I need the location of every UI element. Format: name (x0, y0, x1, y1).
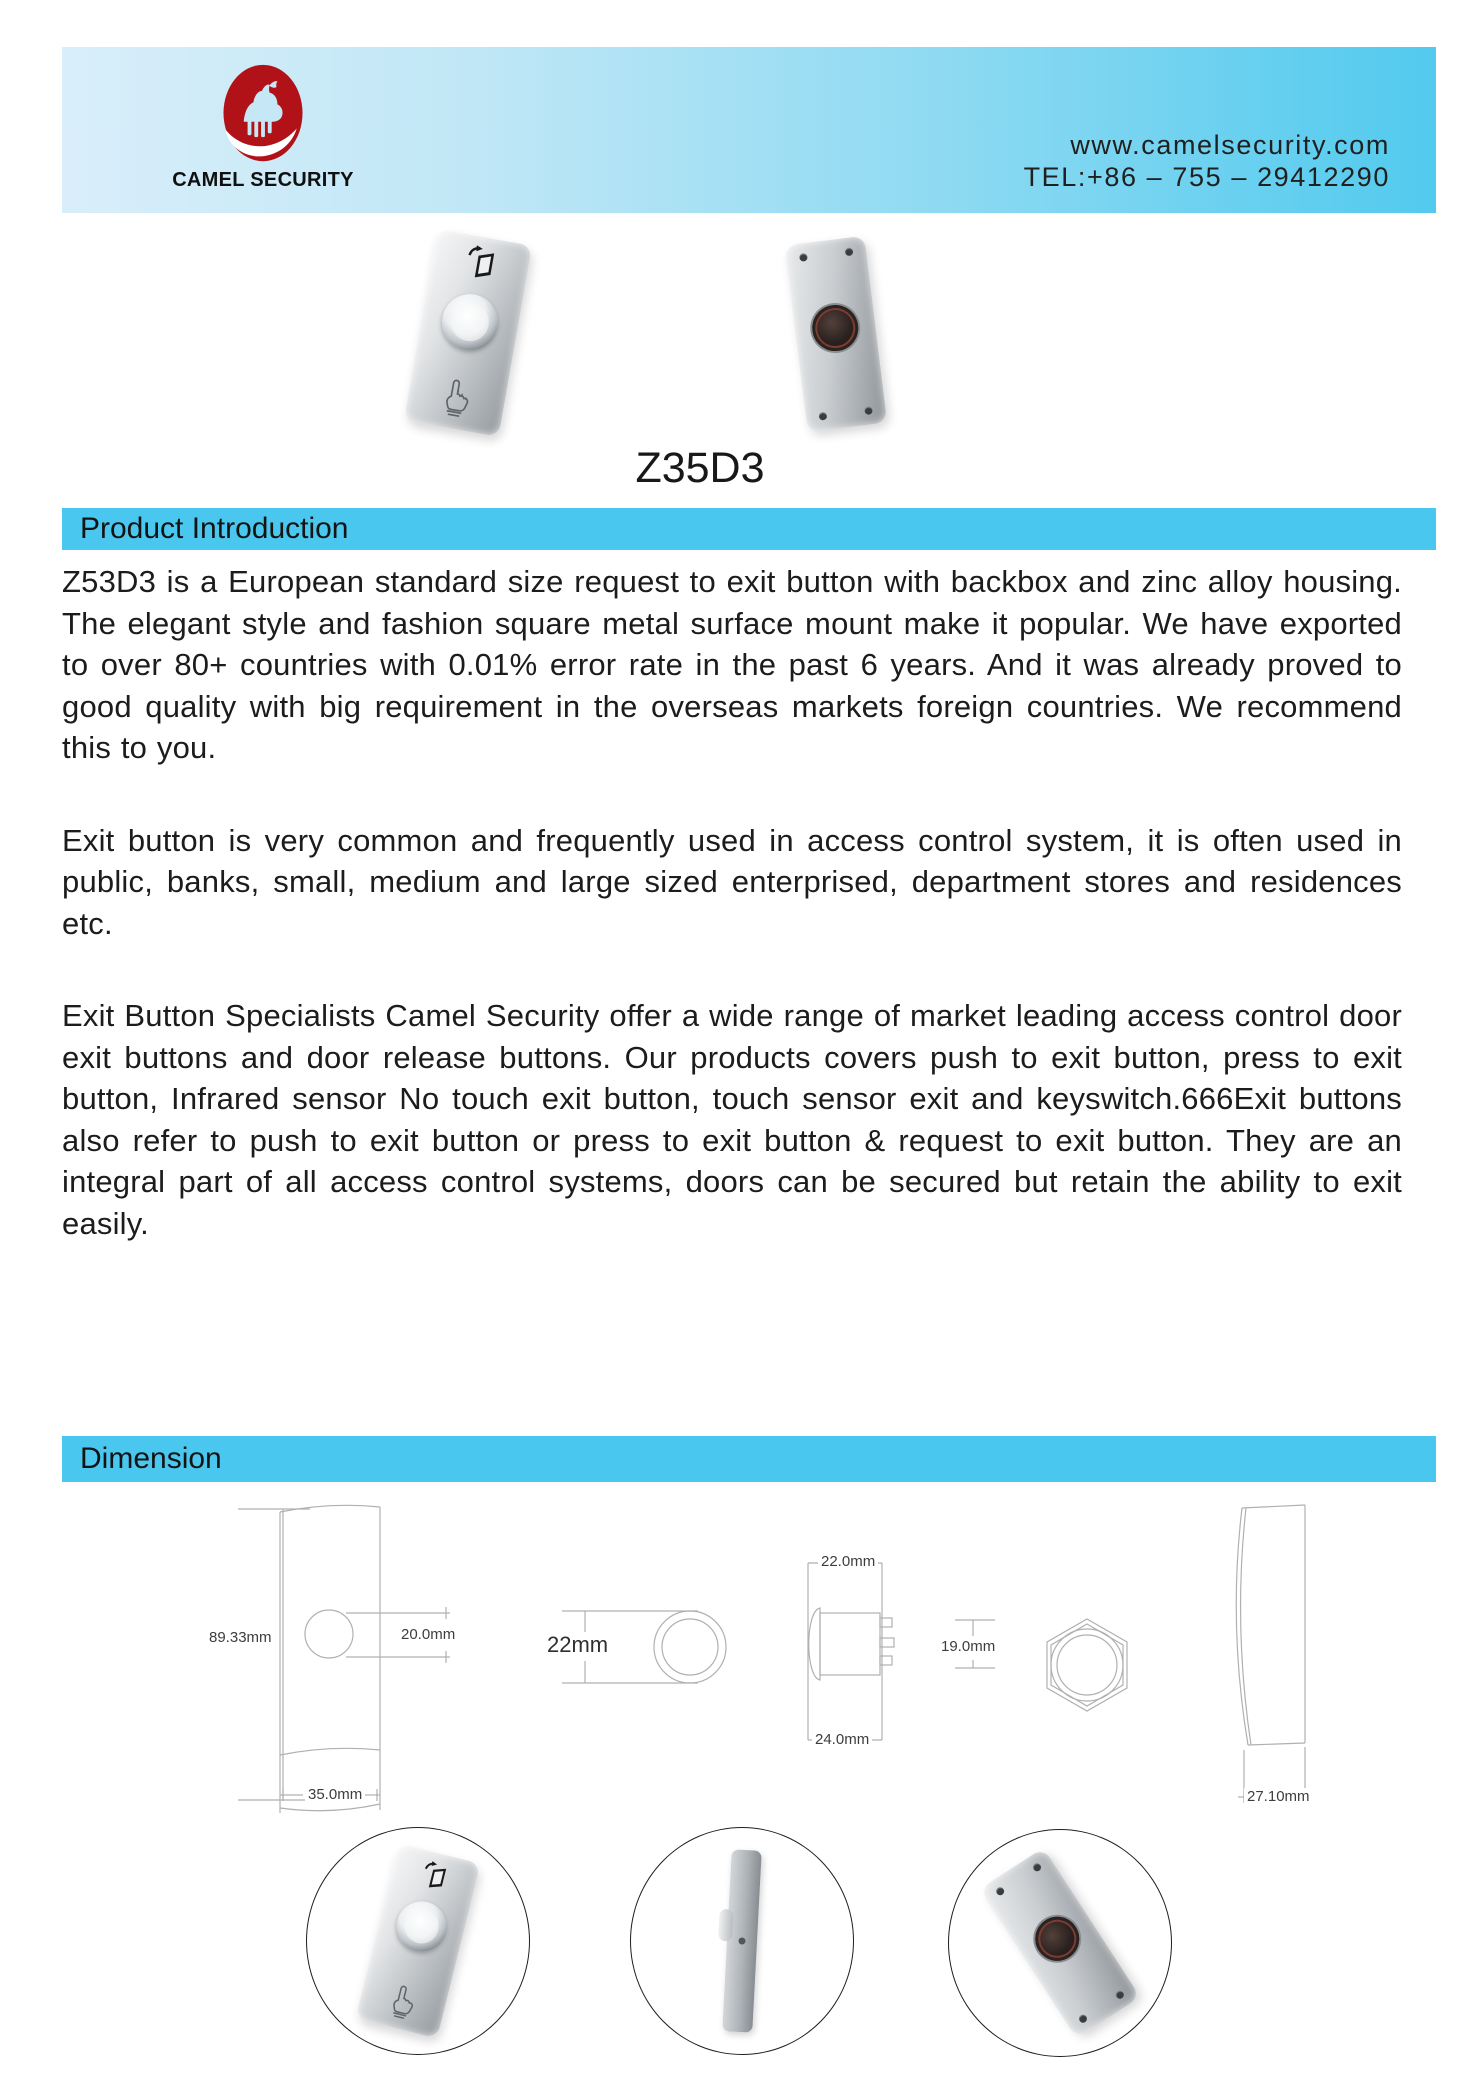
dim-label-button-hole-diameter: 20.0mm (398, 1626, 458, 1643)
screw-hole (1077, 2013, 1088, 2024)
dim-label-barrel-height: 19.0mm (938, 1638, 998, 1655)
exit-button-front-face (404, 229, 532, 437)
screw-hole (845, 247, 854, 256)
push-button-side (718, 1909, 734, 1942)
door-exit-icon (460, 243, 501, 283)
product-photo-ellipse-front (306, 1827, 530, 2055)
dim-label-front-height: 89.33mm (206, 1629, 275, 1646)
dim-label-front-width: 35.0mm (305, 1786, 365, 1803)
product-model-title: Z35D3 (635, 444, 765, 492)
section-header-introduction (62, 508, 1436, 550)
exit-button-back-view (980, 1848, 1141, 2039)
product-photo-back (785, 236, 887, 432)
product-photo-front (404, 229, 532, 437)
hand-press-icon (436, 374, 476, 419)
header-band (62, 47, 1436, 213)
exit-button-side-view (722, 1849, 761, 2032)
section-header-dimension (62, 1436, 1436, 1482)
phone-number: TEL:+86 – 755 – 29412290 (1023, 162, 1390, 192)
dim-label-case-depth: 27.10mm (1244, 1788, 1313, 1805)
intro-paragraph: Exit Button Specialists Camel Security offer a wide range of market leading access control door exit buttons and door release buttons. Our products covers push to exit button, press to exit button, Infrared sensor No touch exit button, touch sensor exit and keyswitch.666Exit buttons also refer to push to exit button or press to exit button & request to exit button. They are an integral part of all access control systems, doors can be secured but retain the ability to exit easily. (62, 998, 1402, 1241)
dimension-line-art (150, 1495, 1330, 1817)
section-title: Product Introduction (80, 512, 349, 545)
hand-press-icon (384, 1980, 422, 2022)
button-hole (810, 303, 861, 354)
company-name: CAMEL SECURITY (172, 169, 354, 191)
push-button (391, 1896, 452, 1957)
website-link[interactable]: www.camelsecurity.com (1070, 130, 1390, 160)
product-photo-ellipse-side (630, 1827, 854, 2055)
camel-logo-icon (212, 61, 314, 167)
screw-hole (995, 1886, 1006, 1897)
screw-hole (1114, 1989, 1125, 2000)
header-contact (1024, 129, 1390, 193)
screw (738, 1937, 745, 1944)
screw-hole (818, 412, 827, 421)
section-title: Dimension (80, 1442, 222, 1475)
dim-label-barrel-bottom-width: 24.0mm (812, 1731, 872, 1748)
dim-label-barrel-top-width: 22.0mm (818, 1553, 878, 1570)
company-logo (157, 61, 369, 192)
intro-paragraph: Z53D3 is a European standard size request to exit button with backbox and zinc alloy housing. The elegant style and fashion square metal surface mount make it popular. We have exported to over 80+ countries with 0.01% error rate in the past 6 years. And it was already proved to good quality with big requirement in the overseas markets foreign countries. We recommend this to you. (62, 564, 1402, 765)
push-button (437, 290, 502, 355)
button-hole (1027, 1908, 1088, 1969)
introduction-body (62, 561, 1402, 1295)
screw-hole (799, 253, 808, 262)
dimension-drawings (150, 1495, 1330, 1817)
exit-button-back-box (785, 236, 887, 432)
exit-button-front-view (355, 1844, 480, 2039)
door-exit-icon (416, 1859, 452, 1893)
dim-label-button-face-diameter: 22mm (544, 1632, 611, 1658)
screw-hole (864, 406, 873, 415)
intro-paragraph: Exit button is very common and frequently used in access control system, it is often used in public, banks, small, medium and large sized enterprised, department stores and residences etc. (62, 822, 1402, 941)
screw-hole (1032, 1862, 1043, 1873)
product-photo-ellipse-back (948, 1829, 1172, 2057)
